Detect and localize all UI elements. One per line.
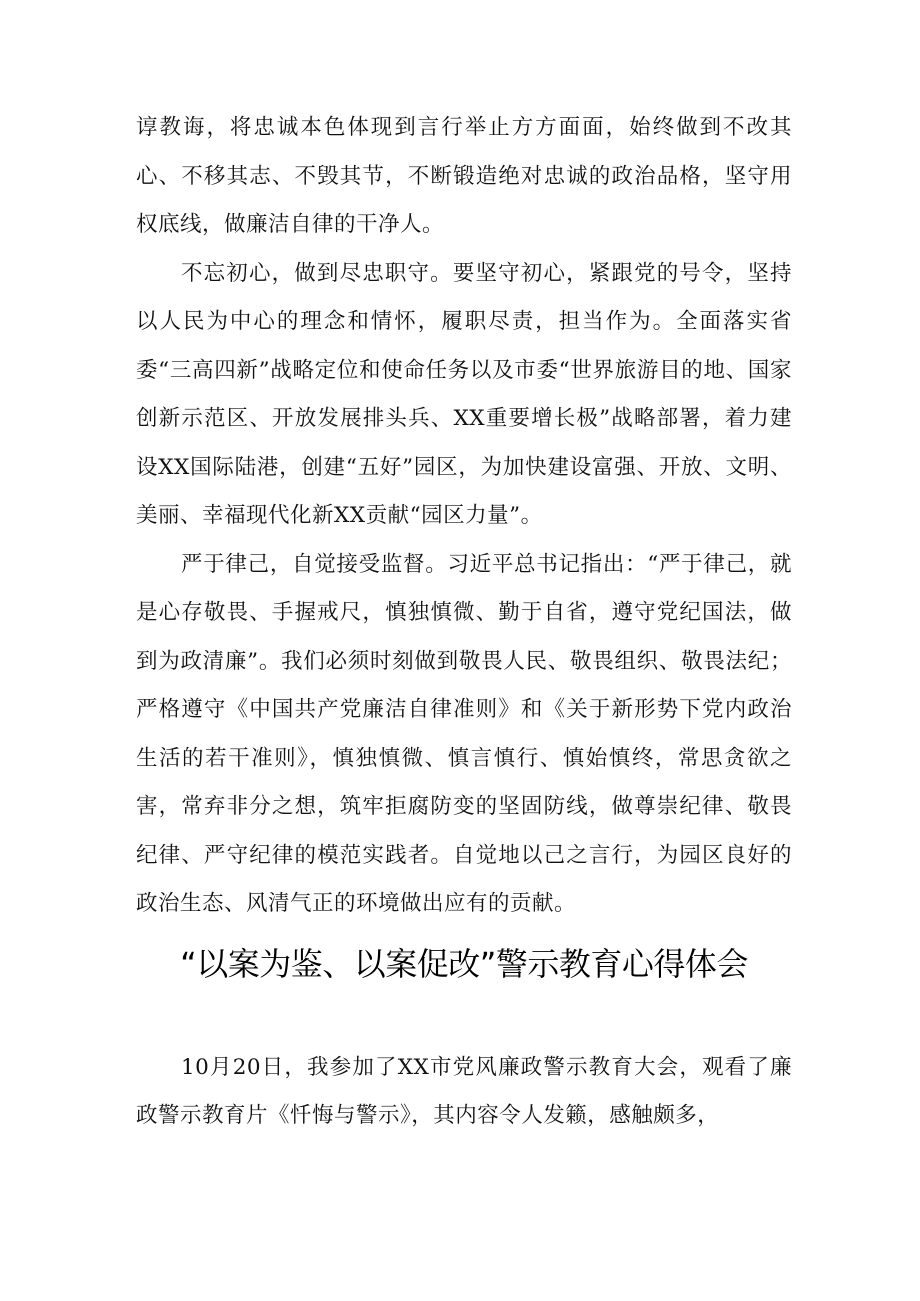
paragraph-self-discipline: 严于律己，自觉接受监督。习近平总书记指出：“严于律己，就是心存敬畏、手握戒尺，慎独慎微、勤于自省，遵守党纪国法，做到为政清廉”。我们必须时刻做到敬畏人民、敬畏组织、敬畏法纪；严格遵守《中国共产党廉洁自律准则》和《关于新形势下党内政治生活的若干准则》，慎独慎微、慎言慎行、慎始慎终，常思贪欲之害，常弃非分之想，筑牢拒腐防变的坚固防线，做尊崇纪律、敬畏纪律、严守纪律的模范实践者。自觉地以己之言行，为园区良好的政治生态、风清气正的环境做出应有的贡献。 (136, 551, 792, 916)
paragraph-continuation: 谆教诲，将忠诚本色体现到言行举止方方面面，始终做到不改其心、不移其志、不毁其节，不断锻造绝对忠诚的政治品格，坚守用权底线，做廉洁自律的干净人。 (136, 115, 792, 237)
title-spacing (136, 988, 792, 1044)
article-title: “以案为鉴、以案促改”警示教育心得体会 (180, 944, 748, 983)
paragraph-opening: 10月20日，我参加了XX市党风廉政警示教育大会，观看了廉政警示教育片《忏悔与警示》，其内容令人发籁，感触颇多， (136, 1054, 792, 1128)
document-content (136, 104, 792, 1141)
paragraph-original-intention: 不忘初心，做到尽忠职守。要坚守初心，紧跟党的号令，坚持以人民为中心的理念和情怀，履职尽责，担当作为。全面落实省委“三高四新”战略定位和使命任务以及市委“世界旅游目的地、国家创新示范区、开放发展排头兵、XX重要增长极”战略部署，着力建设XX国际陆港，创建“五好”园区，为加快建设富强、开放、文明、美丽、幸福现代化新XX贡献“园区力量”。 (136, 260, 792, 528)
